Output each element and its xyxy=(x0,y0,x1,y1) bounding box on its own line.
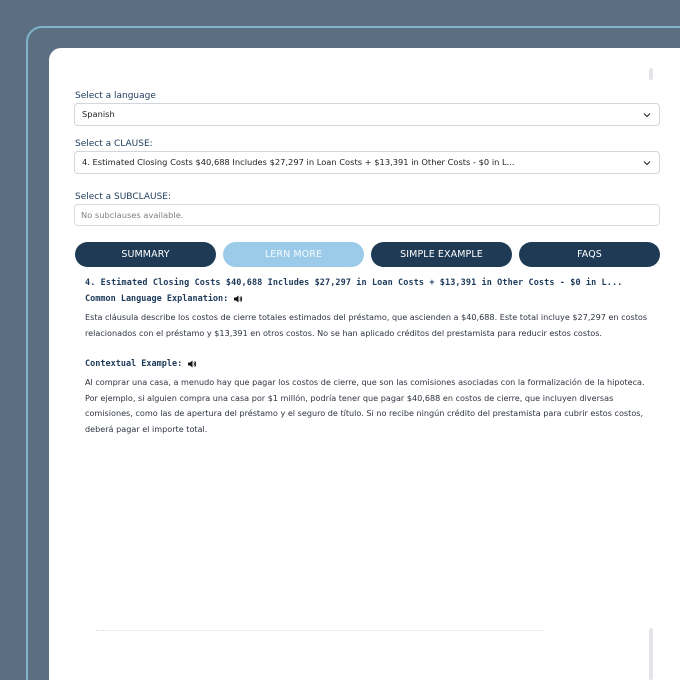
subclause-select[interactable]: No subclauses available. xyxy=(74,204,660,226)
scrollbar-top[interactable] xyxy=(649,68,653,80)
clause-title: 4. Estimated Closing Costs $40,688 Includes $27,297 in Loan Costs + $13,391 in Other Costs - $0 in L... xyxy=(85,278,623,288)
faqs-button[interactable]: FAQS xyxy=(519,242,660,267)
common-language-heading-text: Common Language Explanation: xyxy=(85,294,229,304)
scrollbar-bottom[interactable] xyxy=(649,628,653,680)
contextual-example-heading-text: Contextual Example: xyxy=(85,359,183,369)
simple-example-button[interactable]: SIMPLE EXAMPLE xyxy=(371,242,512,267)
common-language-text: Esta cláusula describe los costos de cierre totales estimados del préstamo, que ascienden a $40,688. Este total incluye $27,297 en costos relacionados con el préstamo y $13,391 en otros costos. No se han aplicado créditos del prestamista para reducir estos costos. xyxy=(85,312,648,338)
clause-label: Select a CLAUSE: xyxy=(75,139,153,149)
language-select[interactable] xyxy=(74,103,660,126)
learn-more-button[interactable]: LERN MORE xyxy=(223,242,364,267)
summary-button[interactable]: SUMMARY xyxy=(75,242,216,267)
chevron-down-icon xyxy=(642,110,652,120)
common-language-heading xyxy=(85,294,243,304)
divider xyxy=(96,630,544,631)
speaker-icon[interactable] xyxy=(187,359,197,369)
speaker-icon[interactable] xyxy=(233,294,243,304)
contextual-example-text: Al comprar una casa, a menudo hay que pagar los costos de cierre, que son las comisiones asociadas con la formalización de la hipoteca. Por ejemplo, si alguien compra una casa por $1 millón, podría tener que pagar $40,688 en costos de cierre, que incluyen diversas comisiones, como las de apertura del préstamo y el seguro de título. Si no recibe ningún crédito del prestamista para cubrir estos costos, deberá pagar el importe total. xyxy=(85,377,645,434)
contextual-example-heading xyxy=(85,359,197,369)
chevron-down-icon xyxy=(642,158,652,168)
clause-selected-value: 4. Estimated Closing Costs $40,688 Includes $27,297 in Loan Costs + $13,391 in Other Costs - $0 in L... xyxy=(82,157,515,167)
subclause-label: Select a SUBCLAUSE: xyxy=(75,192,171,202)
language-label: Select a language xyxy=(75,91,156,101)
clause-select[interactable] xyxy=(74,151,660,174)
language-selected-value: Spanish xyxy=(82,109,115,119)
